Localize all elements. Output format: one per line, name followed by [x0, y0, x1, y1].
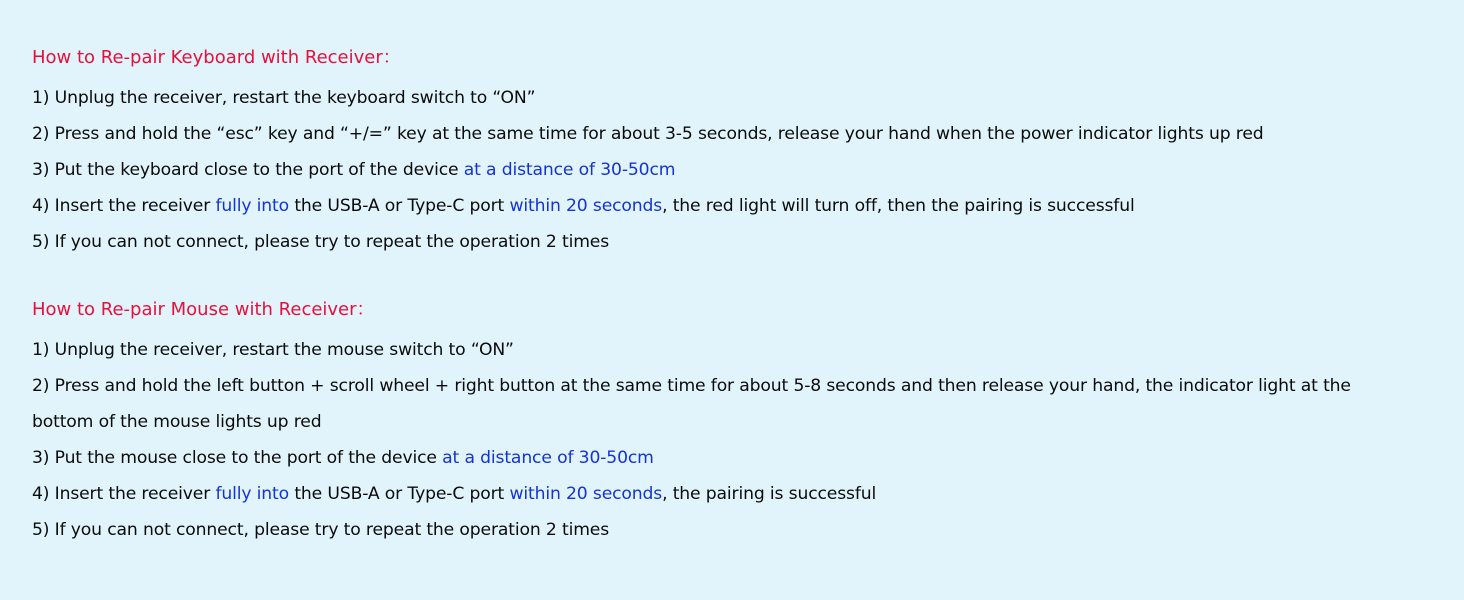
mouse-step-1: 1) Unplug the receiver, restart the mouse switch to “ON” [32, 340, 514, 360]
mouse-step-4 [32, 476, 1464, 512]
mouse-step-4-fully-into-highlight: fully into [215, 484, 289, 504]
mouse-step-4-suffix: , the pairing is successful [662, 484, 877, 504]
keyboard-step-5: 5) If you can not connect, please try to repeat the operation 2 times [32, 232, 610, 252]
mouse-repair-section [32, 296, 1464, 548]
mouse-step-3-distance-highlight: at a distance of 30-50cm [442, 448, 654, 468]
keyboard-step-4 [32, 188, 1464, 224]
mouse-step-5: 5) If you can not connect, please try to repeat the operation 2 times [32, 520, 610, 540]
mouse-step-2: 2) Press and hold the left button + scroll wheel + right button at the same time for about 5-8 seconds and then release your hand, the indicator light at the bottom of the mouse lights up red [32, 376, 1351, 432]
mouse-steps-list [32, 332, 1464, 548]
keyboard-step-4-prefix: 4) Insert the receiver [32, 196, 216, 216]
keyboard-step-2: 2) Press and hold the “esc” key and “+/=” key at the same time for about 3-5 seconds, release your hand when the power indicator lights up red [32, 124, 1264, 144]
keyboard-step-4-middle: the USB-A or Type-C port [289, 196, 510, 216]
mouse-step-4-middle: the USB-A or Type-C port [289, 484, 510, 504]
mouse-step-4-time-highlight: within 20 seconds [509, 484, 663, 504]
mouse-step-4-prefix: 4) Insert the receiver [32, 484, 216, 504]
keyboard-section-heading: How to Re-pair Keyboard with Receiver： [32, 47, 401, 68]
keyboard-step-1: 1) Unplug the receiver, restart the keyboard switch to “ON” [32, 88, 536, 108]
keyboard-repair-section [32, 44, 1464, 260]
mouse-step-3-text: 3) Put the mouse close to the port of the device [32, 448, 443, 468]
keyboard-step-4-fully-into-highlight: fully into [215, 196, 289, 216]
keyboard-step-3 [32, 152, 1464, 188]
keyboard-step-3-text: 3) Put the keyboard close to the port of the device [32, 160, 464, 180]
mouse-section-heading: How to Re-pair Mouse with Receiver： [32, 299, 375, 320]
mouse-step-3 [32, 440, 1464, 476]
keyboard-step-4-suffix: , the red light will turn off, then the pairing is successful [662, 196, 1135, 216]
keyboard-step-4-time-highlight: within 20 seconds [509, 196, 663, 216]
keyboard-step-3-distance-highlight: at a distance of 30-50cm [463, 160, 676, 180]
keyboard-steps-list [32, 80, 1464, 260]
